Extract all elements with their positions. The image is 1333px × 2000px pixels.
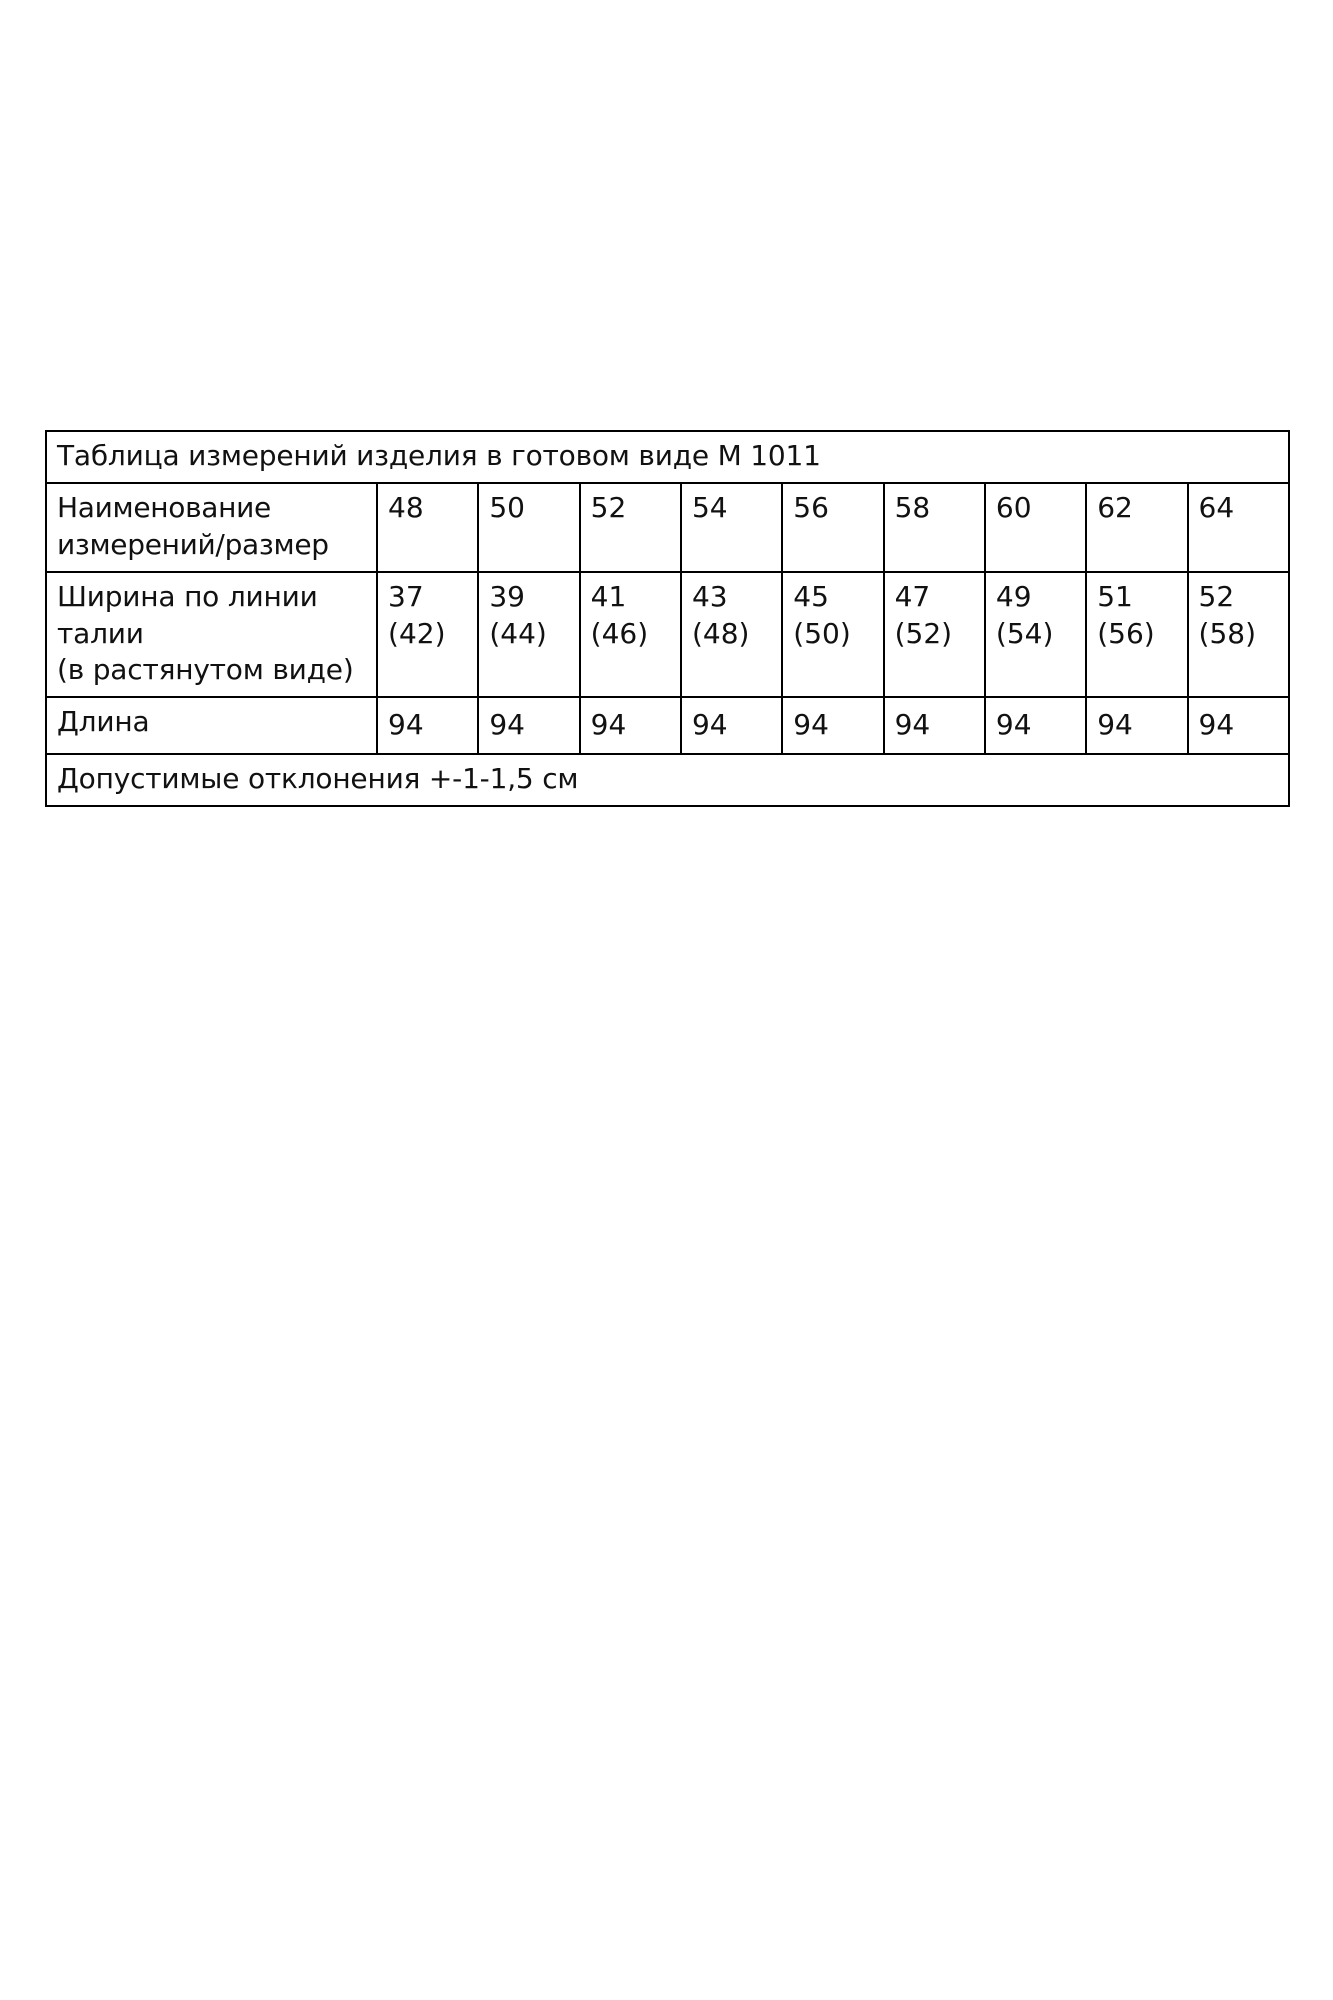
cell-waist-62 [1086,572,1187,697]
cell-length-52: 94 [580,697,681,753]
cell-value-secondary: (58) [1198,616,1257,650]
cell-length-50: 94 [478,697,579,753]
cell-value-primary: 52 [1198,580,1235,614]
table-title: Таблица измерений изделия в готовом виде М 1011 [46,431,1289,483]
cell-length-54: 94 [681,697,782,753]
cell-waist-54 [681,572,782,697]
cell-waist-60 [985,572,1086,697]
header-label-cell [46,483,377,572]
cell-waist-52 [580,572,681,697]
cell-length-48: 94 [377,697,478,753]
row-label-line2: талии [57,616,144,650]
cell-value-primary: 41 [590,580,627,614]
table-row [46,697,1289,753]
cell-value-primary: 37 [388,580,424,614]
header-size-56: 56 [782,483,883,572]
cell-waist-64 [1188,572,1289,697]
cell-value-secondary: (46) [590,616,649,650]
table-row-title [46,431,1289,483]
cell-value-primary: 47 [894,580,931,614]
cell-length-58: 94 [884,697,985,753]
cell-length-56: 94 [782,697,883,753]
row-label-line1: Ширина по линии [57,580,318,614]
header-size-52: 52 [580,483,681,572]
header-label-line1: Наименование [57,491,271,525]
header-size-62: 62 [1086,483,1187,572]
table-row-header [46,483,1289,572]
cell-value-primary: 39 [489,580,525,614]
cell-value-primary: 45 [793,580,829,614]
header-label-line2: измерений/размер [57,527,329,561]
header-size-48: 48 [377,483,478,572]
header-size-58: 58 [884,483,985,572]
table-row-note [46,754,1289,806]
cell-length-64: 94 [1188,697,1289,753]
tolerance-note: Допустимые отклонения +-1-1,5 см [46,754,1289,806]
header-size-50: 50 [478,483,579,572]
header-size-60: 60 [985,483,1086,572]
cell-value-primary: 51 [1097,580,1133,614]
cell-waist-58 [884,572,985,697]
cell-waist-56 [782,572,883,697]
measurements-table-container [45,430,1290,807]
cell-waist-48 [377,572,478,697]
cell-value-secondary: (56) [1097,616,1155,650]
row-label-length: Длина [46,697,377,753]
cell-waist-50 [478,572,579,697]
cell-value-primary: 43 [691,580,728,614]
cell-value-secondary: (54) [995,616,1054,650]
cell-value-secondary: (50) [793,616,851,650]
table-row [46,572,1289,697]
cell-length-60: 94 [985,697,1086,753]
cell-value-secondary: (44) [489,616,547,650]
header-size-54: 54 [681,483,782,572]
cell-value-secondary: (42) [388,616,446,650]
cell-value-secondary: (52) [894,616,953,650]
cell-length-62: 94 [1086,697,1187,753]
cell-value-secondary: (48) [691,616,750,650]
measurements-table [45,430,1290,807]
row-label-line3: (в растянутом виде) [57,652,354,686]
cell-value-primary: 49 [995,580,1032,614]
row-label-waist-width [46,572,377,697]
header-size-64: 64 [1188,483,1289,572]
